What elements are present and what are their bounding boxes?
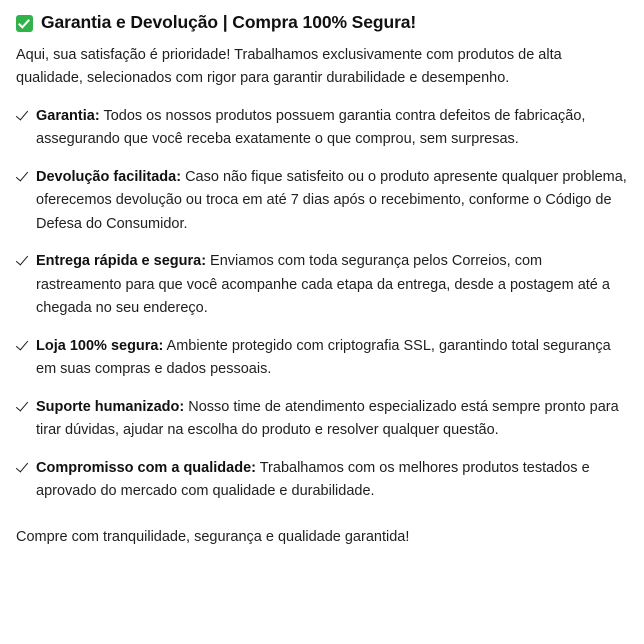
list-item-body: Trabalhamos com os melhores produtos testados e aprovado do mercado com qualidade e durabilidade.	[36, 459, 590, 500]
list-item-text	[36, 250, 628, 320]
list-item-label: Compromisso com a qualidade:	[36, 459, 256, 476]
list-item	[16, 396, 628, 443]
list-item-text	[36, 105, 628, 152]
check-mark-icon	[16, 169, 29, 184]
list-item	[16, 457, 628, 504]
list-item-label: Entrega rápida e segura:	[36, 253, 207, 270]
list-item	[16, 250, 628, 320]
check-mark-icon	[16, 460, 29, 475]
intro-paragraph: Aqui, sua satisfação é prioridade! Trabalhamos exclusivamente com produtos de alta qualidade, selecionados com rigor para garantir durabilidade e desempenho.	[16, 46, 562, 87]
list-item-label: Suporte humanizado:	[36, 398, 185, 415]
list-item-text	[36, 335, 628, 382]
list-item	[16, 166, 628, 236]
list-item-text	[36, 166, 628, 236]
list-item	[16, 335, 628, 382]
list-item-label: Loja 100% segura:	[36, 337, 164, 354]
list-item-body: Todos os nossos produtos possuem garantia contra defeitos de fabricação, assegurando que você receba exatamente o que comprou, sem surpresas.	[36, 107, 586, 148]
check-mark-icon	[16, 253, 29, 268]
list-item-label: Devolução facilitada:	[36, 168, 182, 185]
check-mark-icon	[16, 399, 29, 414]
closing-paragraph: Compre com tranquilidade, segurança e qualidade garantida!	[16, 528, 410, 545]
list-item-label: Garantia:	[36, 107, 100, 124]
list-item-body: Enviamos com toda segurança pelos Correios, com rastreamento para que você acompanhe cada etapa da entrega, desde a postagem até a chegada no seu endereço.	[36, 253, 610, 317]
list-item	[16, 105, 628, 152]
list-item-body: Nosso time de atendimento especializado está sempre pronto para tirar dúvidas, ajudar na escolha do produto e resolver qualquer questão.	[36, 398, 619, 439]
check-mark-icon	[16, 108, 29, 123]
page-title-row	[16, 12, 628, 34]
list-item-text	[36, 396, 628, 443]
list-item-body: Caso não fique satisfeito ou o produto apresente qualquer problema, oferecemos devolução ou troca em até 7 dias após o recebimento, conforme o Código de Defesa do Consumidor.	[36, 168, 627, 232]
list-item-text	[36, 457, 628, 504]
page-title: Garantia e Devolução | Compra 100% Segura!	[41, 12, 417, 32]
check-mark-icon	[16, 338, 29, 353]
list-item-body: Ambiente protegido com criptografia SSL, garantindo total segurança em suas compras e dados pessoais.	[36, 337, 611, 378]
green-check-box-icon	[16, 15, 33, 32]
